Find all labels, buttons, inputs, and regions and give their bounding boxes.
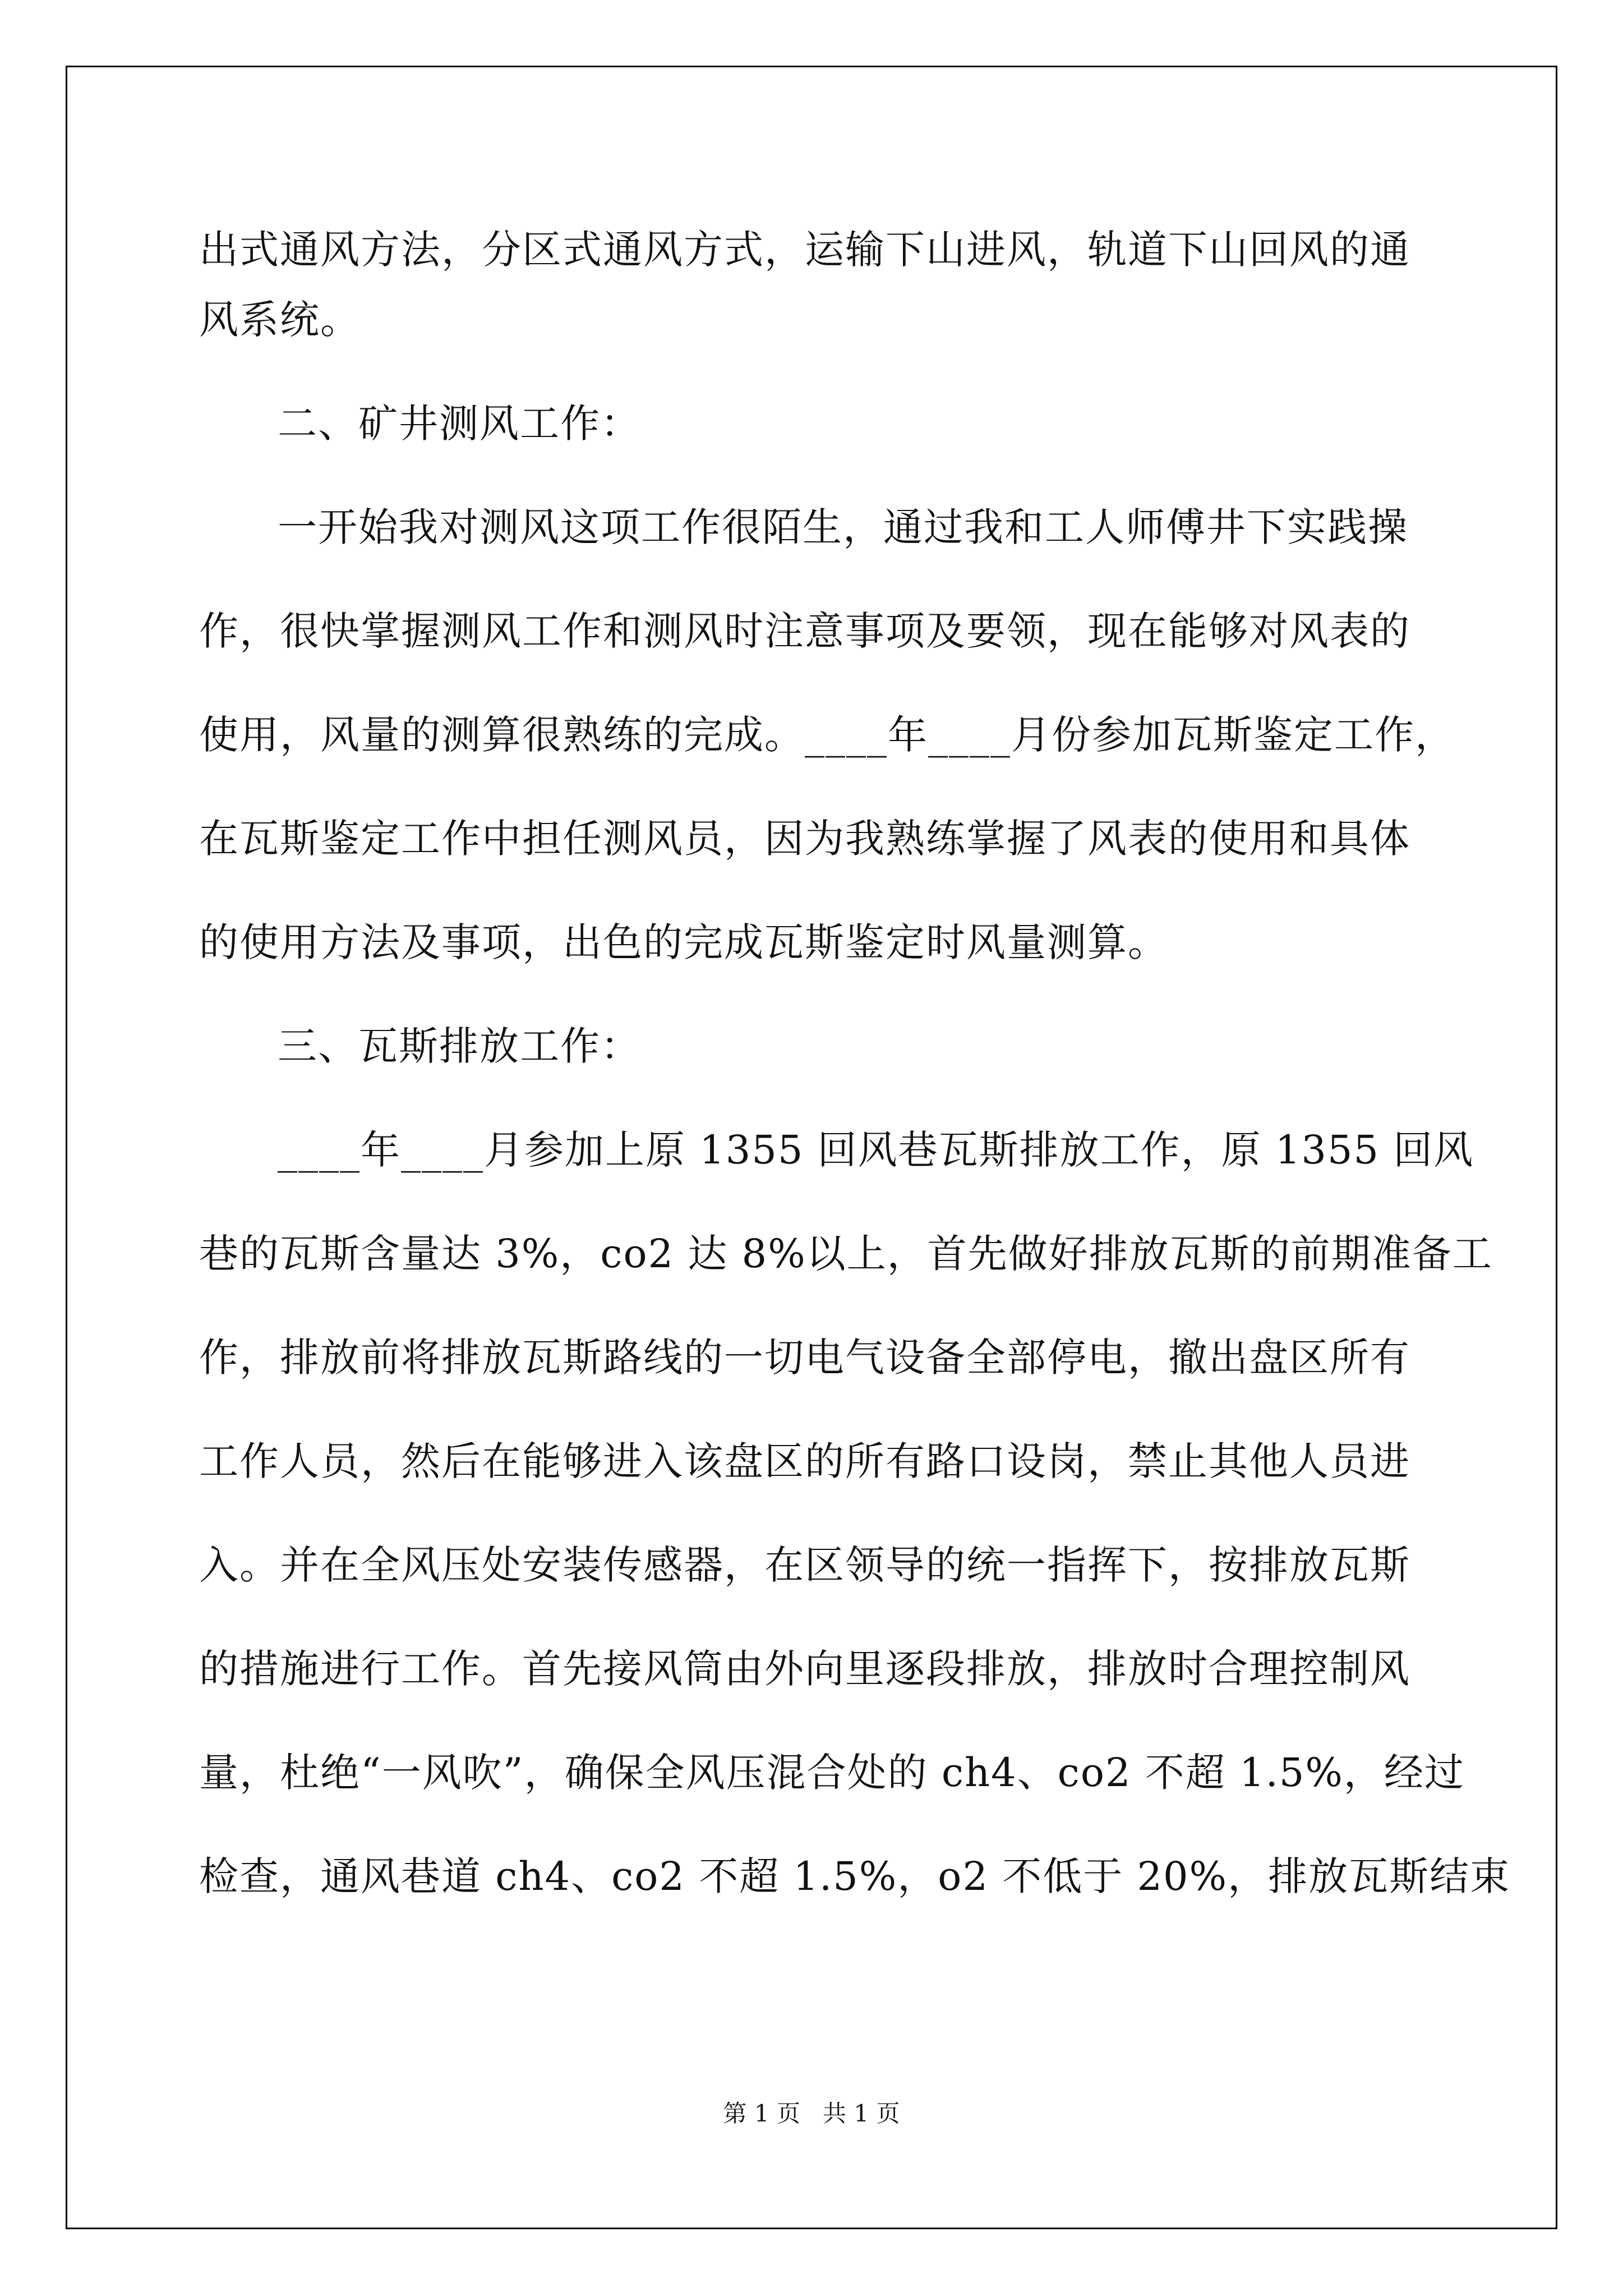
section-heading-gas-discharge: 三、瓦斯排放工作： bbox=[278, 1023, 641, 1069]
text-line: 入。并在全风压处安装传感器，在区领导的统一指挥下，按排放瓦斯 bbox=[199, 1542, 1410, 1588]
text-line: 检查，通风巷道 ch4、co2 不超 1.5%，o2 不低于 20%，排放瓦斯结束 bbox=[199, 1853, 1511, 1899]
text-line: 的措施进行工作。首先接风筒由外向里逐段排放，排放时合理控制风 bbox=[199, 1646, 1410, 1692]
text-line: 一开始我对测风这项工作很陌生，通过我和工人师傅井下实践操 bbox=[278, 504, 1408, 550]
text-line: 使用，风量的测算很熟练的完成。____年____月份参加瓦斯鉴定工作， bbox=[199, 712, 1455, 758]
text-line: 风系统。 bbox=[199, 297, 361, 343]
text-line: ____年____月参加上原 1355 回风巷瓦斯排放工作，原 1355 回风 bbox=[278, 1127, 1474, 1173]
page-footer: 第 1 页 共 1 页 bbox=[723, 2100, 900, 2127]
text-line: 巷的瓦斯含量达 3%，co2 达 8%以上，首先做好排放瓦斯的前期准备工 bbox=[199, 1231, 1493, 1277]
section-heading-ventilation-measurement: 二、矿井测风工作： bbox=[278, 401, 641, 447]
text-line: 作，很快掌握测风工作和测风时注意事项及要领，现在能够对风表的 bbox=[199, 608, 1410, 654]
text-line: 在瓦斯鉴定工作中担任测风员，因为我熟练掌握了风表的使用和具体 bbox=[199, 816, 1410, 862]
text-line: 作，排放前将排放瓦斯路线的一切电气设备全部停电，撤出盘区所有 bbox=[199, 1335, 1410, 1381]
text-line: 工作人员，然后在能够进入该盘区的所有路口设岗，禁止其他人员进 bbox=[199, 1438, 1410, 1484]
text-line: 量，杜绝“一风吹”，确保全风压混合处的 ch4、co2 不超 1.5%，经过 bbox=[199, 1750, 1465, 1796]
text-line: 的使用方法及事项，出色的完成瓦斯鉴定时风量测算。 bbox=[199, 919, 1168, 965]
text-line: 出式通风方法，分区式通风方式，运输下山进风，轨道下山回风的通 bbox=[199, 227, 1410, 273]
